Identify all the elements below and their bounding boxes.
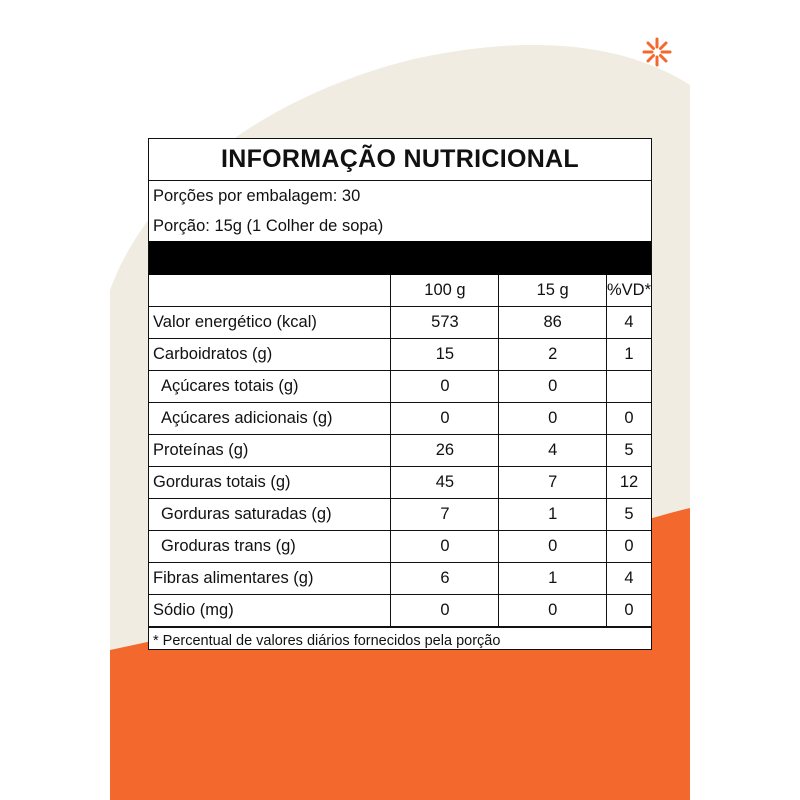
value-vd — [606, 371, 651, 403]
value-100g: 6 — [391, 563, 499, 595]
table-row — [149, 563, 651, 595]
table-row — [149, 595, 651, 627]
nutrition-label — [148, 138, 652, 650]
column-header: %VD* — [606, 275, 651, 307]
value-15g: 2 — [499, 339, 607, 371]
value-vd: 0 — [606, 595, 651, 627]
value-vd: 5 — [606, 499, 651, 531]
value-15g: 0 — [499, 531, 607, 563]
value-vd: 1 — [606, 339, 651, 371]
black-divider-bar — [149, 241, 651, 275]
value-100g: 15 — [391, 339, 499, 371]
nutrient-name: Açúcares totais (g) — [149, 371, 391, 403]
table-row — [149, 467, 651, 499]
column-header: 15 g — [499, 275, 607, 307]
nutrient-name: Gorduras totais (g) — [149, 467, 391, 499]
nutrient-name: Proteínas (g) — [149, 435, 391, 467]
nutrient-name: Groduras trans (g) — [149, 531, 391, 563]
sun-burst-icon — [644, 39, 670, 65]
table-row — [149, 371, 651, 403]
value-100g: 0 — [391, 403, 499, 435]
value-15g: 4 — [499, 435, 607, 467]
table-header-row — [149, 275, 651, 307]
serving-size: Porção: 15g (1 Colher de sopa) — [153, 217, 384, 235]
value-100g: 0 — [391, 595, 499, 627]
value-15g: 0 — [499, 595, 607, 627]
value-15g: 1 — [499, 563, 607, 595]
table-row — [149, 339, 651, 371]
nutrient-name: Valor energético (kcal) — [149, 307, 391, 339]
value-vd: 0 — [606, 403, 651, 435]
value-100g: 573 — [391, 307, 499, 339]
value-100g: 7 — [391, 499, 499, 531]
value-vd: 0 — [606, 531, 651, 563]
table-row — [149, 403, 651, 435]
value-vd: 4 — [606, 563, 651, 595]
value-vd: 12 — [606, 467, 651, 499]
nutrient-name: Açúcares adicionais (g) — [149, 403, 391, 435]
value-100g: 26 — [391, 435, 499, 467]
table-row — [149, 499, 651, 531]
value-100g: 0 — [391, 531, 499, 563]
value-vd: 5 — [606, 435, 651, 467]
column-header: 100 g — [391, 275, 499, 307]
table-row — [149, 307, 651, 339]
value-15g: 86 — [499, 307, 607, 339]
value-vd: 4 — [606, 307, 651, 339]
nutrition-table — [149, 275, 651, 627]
value-100g: 45 — [391, 467, 499, 499]
value-15g: 7 — [499, 467, 607, 499]
label-title: INFORMAÇÃO NUTRICIONAL — [149, 139, 651, 181]
nutrient-name: Sódio (mg) — [149, 595, 391, 627]
nutrient-name: Carboidratos (g) — [149, 339, 391, 371]
table-row — [149, 435, 651, 467]
servings-per-pack: Porções por embalagem: 30 — [153, 187, 361, 205]
nutrient-name: Gorduras saturadas (g) — [149, 499, 391, 531]
footnote: * Percentual de valores diários fornecidos pela porção — [149, 627, 651, 654]
column-header — [149, 275, 391, 307]
table-row — [149, 531, 651, 563]
nutrient-name: Fibras alimentares (g) — [149, 563, 391, 595]
value-15g: 0 — [499, 403, 607, 435]
value-15g: 0 — [499, 371, 607, 403]
value-100g: 0 — [391, 371, 499, 403]
value-15g: 1 — [499, 499, 607, 531]
